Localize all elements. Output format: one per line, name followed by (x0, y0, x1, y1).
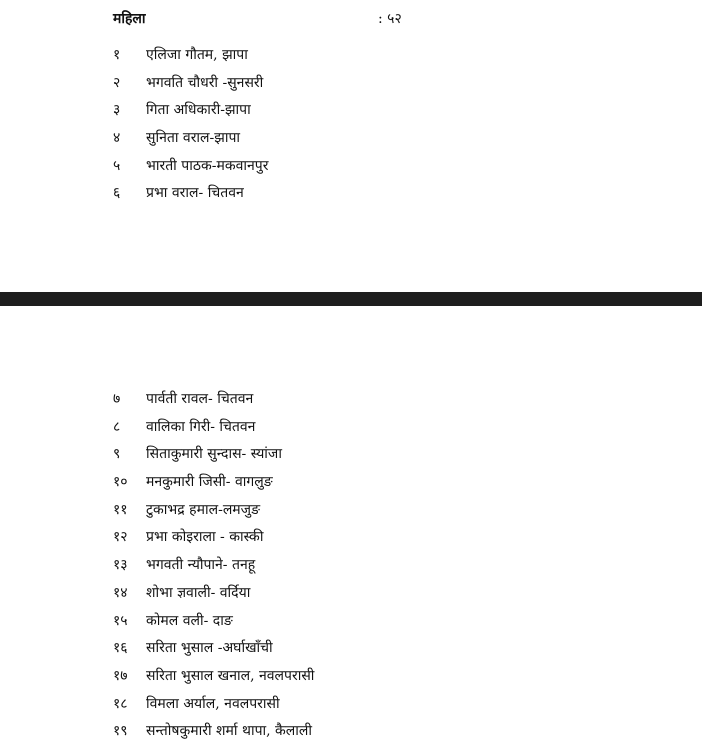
item-number: ६ (113, 185, 121, 202)
document-page-top (0, 0, 702, 292)
item-name: विमला अर्याल, नवलपरासी (146, 695, 280, 712)
item-name: शोभा ज्ञवाली- वर्दिया (146, 584, 251, 601)
item-number: ७ (113, 391, 121, 407)
section-heading (113, 9, 433, 31)
item-name: एलिजा गौतम, झापा (146, 47, 248, 63)
item-name: भगवति चौधरी -सुनसरी (146, 74, 264, 91)
item-name: प्रभा वराल- चितवन (146, 185, 244, 202)
item-name: सुनिता वराल-झापा (146, 130, 241, 147)
item-name: वालिका गिरी- चितवन (146, 418, 256, 435)
item-name: भगवती न्यौपाने- तनहू (146, 557, 256, 574)
item-name: सन्तोषकुमारी शर्मा थापा, कैलाली (146, 723, 313, 740)
item-number: ८ (113, 418, 121, 435)
item-number: १९ (113, 723, 128, 740)
item-name: गिता अधिकारी-झापा (146, 102, 251, 119)
item-number: ९ (113, 446, 121, 463)
item-number: ५ (113, 157, 121, 174)
item-number: १४ (113, 584, 128, 601)
item-name: भारती पाठक-मकवानपुर (146, 157, 269, 174)
document-page-bottom (0, 306, 702, 746)
item-name: कोमल वली- दाङ (146, 612, 233, 629)
item-number: २ (113, 74, 121, 91)
item-name: पार्वती रावल- चितवन (146, 391, 254, 407)
item-number: १७ (113, 667, 128, 684)
item-name: टुकाभद्र हमाल-लमजुङ (146, 501, 260, 518)
item-number: १० (113, 474, 128, 491)
page-divider (0, 292, 702, 306)
item-name: मनकुमारी जिसी- वागलुङ (146, 474, 273, 491)
item-number: १५ (113, 612, 128, 629)
item-number: १२ (113, 529, 128, 546)
item-name: सिताकुमारी सुन्दास- स्यांजा (146, 446, 282, 463)
item-number: ३ (113, 102, 121, 119)
item-number: १६ (113, 640, 128, 657)
item-number: ११ (113, 501, 128, 518)
item-number: १८ (113, 695, 128, 712)
item-number: १ (113, 47, 121, 63)
item-number: १३ (113, 557, 128, 574)
item-number: ४ (113, 130, 121, 147)
item-name: प्रभा कोइराला - कास्की (146, 529, 264, 546)
heading-label: महिला (113, 11, 146, 27)
item-name: सरिता भुसाल -अर्घाखाँची (146, 640, 273, 657)
item-name: सरिता भुसाल खनाल, नवलपरासी (146, 667, 315, 684)
heading-count: : ५२ (378, 11, 402, 27)
